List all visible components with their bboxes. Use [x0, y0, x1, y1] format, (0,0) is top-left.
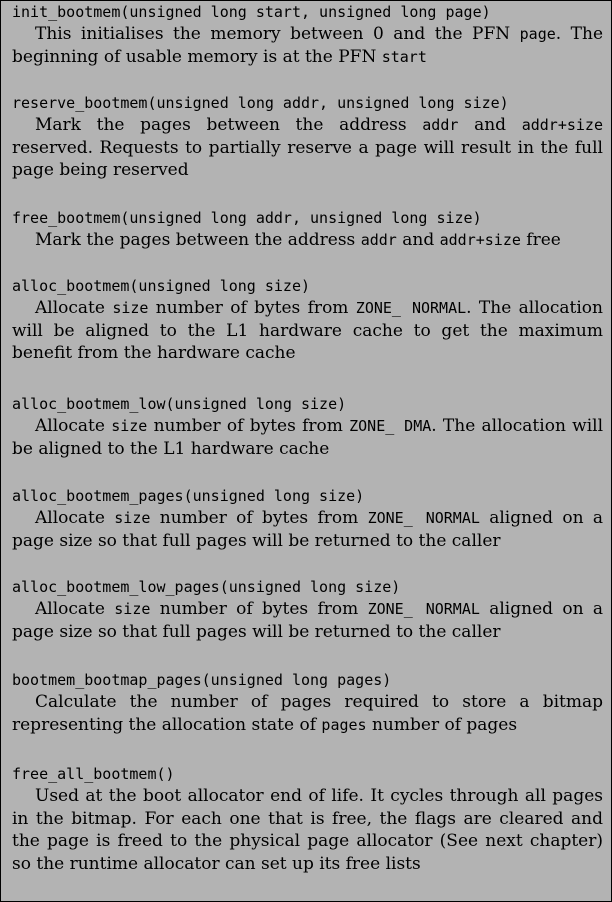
code-term: ZONE_ NORMAL	[355, 299, 467, 317]
function-signature: free_all_bootmem()	[12, 765, 175, 783]
entry-alloc-bootmem-low	[12, 393, 603, 460]
code-term: addr+size	[521, 116, 603, 134]
entry-alloc-bootmem-pages	[12, 485, 603, 552]
code-term: ZONE_ NORMAL	[367, 600, 480, 618]
entry-alloc-bootmem-low-pages	[12, 576, 603, 643]
entry-reserve-bootmem	[12, 92, 603, 182]
function-description: Calculate the number of pages required to store a bitmap representing the allocation state of pages number of pages	[12, 692, 603, 735]
function-signature: alloc_bootmem_pages(unsigned long size)	[12, 487, 365, 505]
function-description: Used at the boot allocator end of life. It cycles through all pages in the bitmap. For each one that is free, the flags are cleared and the page is freed to the physical page allocator (See next chapter) so the runtime allocator can set up its free lists	[12, 786, 603, 874]
function-signature: alloc_bootmem(unsigned long size)	[12, 277, 311, 295]
function-signature: alloc_bootmem_low(unsigned long size)	[12, 395, 347, 413]
code-term: size	[114, 600, 151, 618]
entry-alloc-bootmem	[12, 275, 603, 365]
function-description: Mark the pages between the address addr and addr+size free	[35, 230, 561, 250]
function-signature: reserve_bootmem(unsigned long addr, unsigned long size)	[12, 94, 509, 112]
code-term: ZONE_ DMA	[349, 417, 432, 435]
function-signature: free_bootmem(unsigned long addr, unsigned long size)	[12, 209, 482, 227]
function-signature: init_bootmem(unsigned long start, unsigned long page)	[12, 3, 491, 21]
function-description: This initialises the memory between 0 and the PFN page. The beginning of usable memory is at the PFN start	[12, 24, 603, 67]
code-term: pages	[321, 715, 367, 734]
function-description: Allocate size number of bytes from ZONE_ NORMAL aligned on a page size so that full pages will be returned to the caller	[12, 508, 603, 551]
code-term: size	[112, 299, 149, 317]
entry-init-bootmem	[12, 1, 603, 68]
function-description: Allocate size number of bytes from ZONE_ NORMAL aligned on a page size so that full pages will be returned to the caller	[12, 599, 603, 642]
function-description: Allocate size number of bytes from ZONE_ DMA. The allocation will be aligned to the L1 hardware cache	[12, 416, 604, 459]
entry-free-bootmem	[12, 207, 603, 252]
function-signature: bootmem_bootmap_pages(unsigned long pages)	[12, 671, 392, 689]
code-term: size	[114, 509, 151, 527]
code-term: start	[381, 47, 427, 66]
entry-free-all-bootmem	[12, 763, 603, 875]
code-term: addr	[360, 231, 397, 249]
code-term: page	[519, 25, 556, 43]
function-description: Allocate size number of bytes from ZONE_ NORMAL. The allocation will be aligned to the L1 hardware cache to get the maximum benefit from the hardware cache	[12, 298, 603, 363]
code-term: ZONE_ NORMAL	[367, 509, 480, 527]
code-term: addr+size	[439, 231, 521, 249]
entry-bootmem-bootmap-pages	[12, 669, 603, 736]
code-term: size	[111, 417, 148, 435]
function-description: Mark the pages between the address addr and addr+size reserved. Requests to partially reserve a page will result in the full page being reserved	[12, 115, 603, 180]
function-signature: alloc_bootmem_low_pages(unsigned long size)	[12, 578, 401, 596]
code-term: addr	[422, 116, 459, 134]
